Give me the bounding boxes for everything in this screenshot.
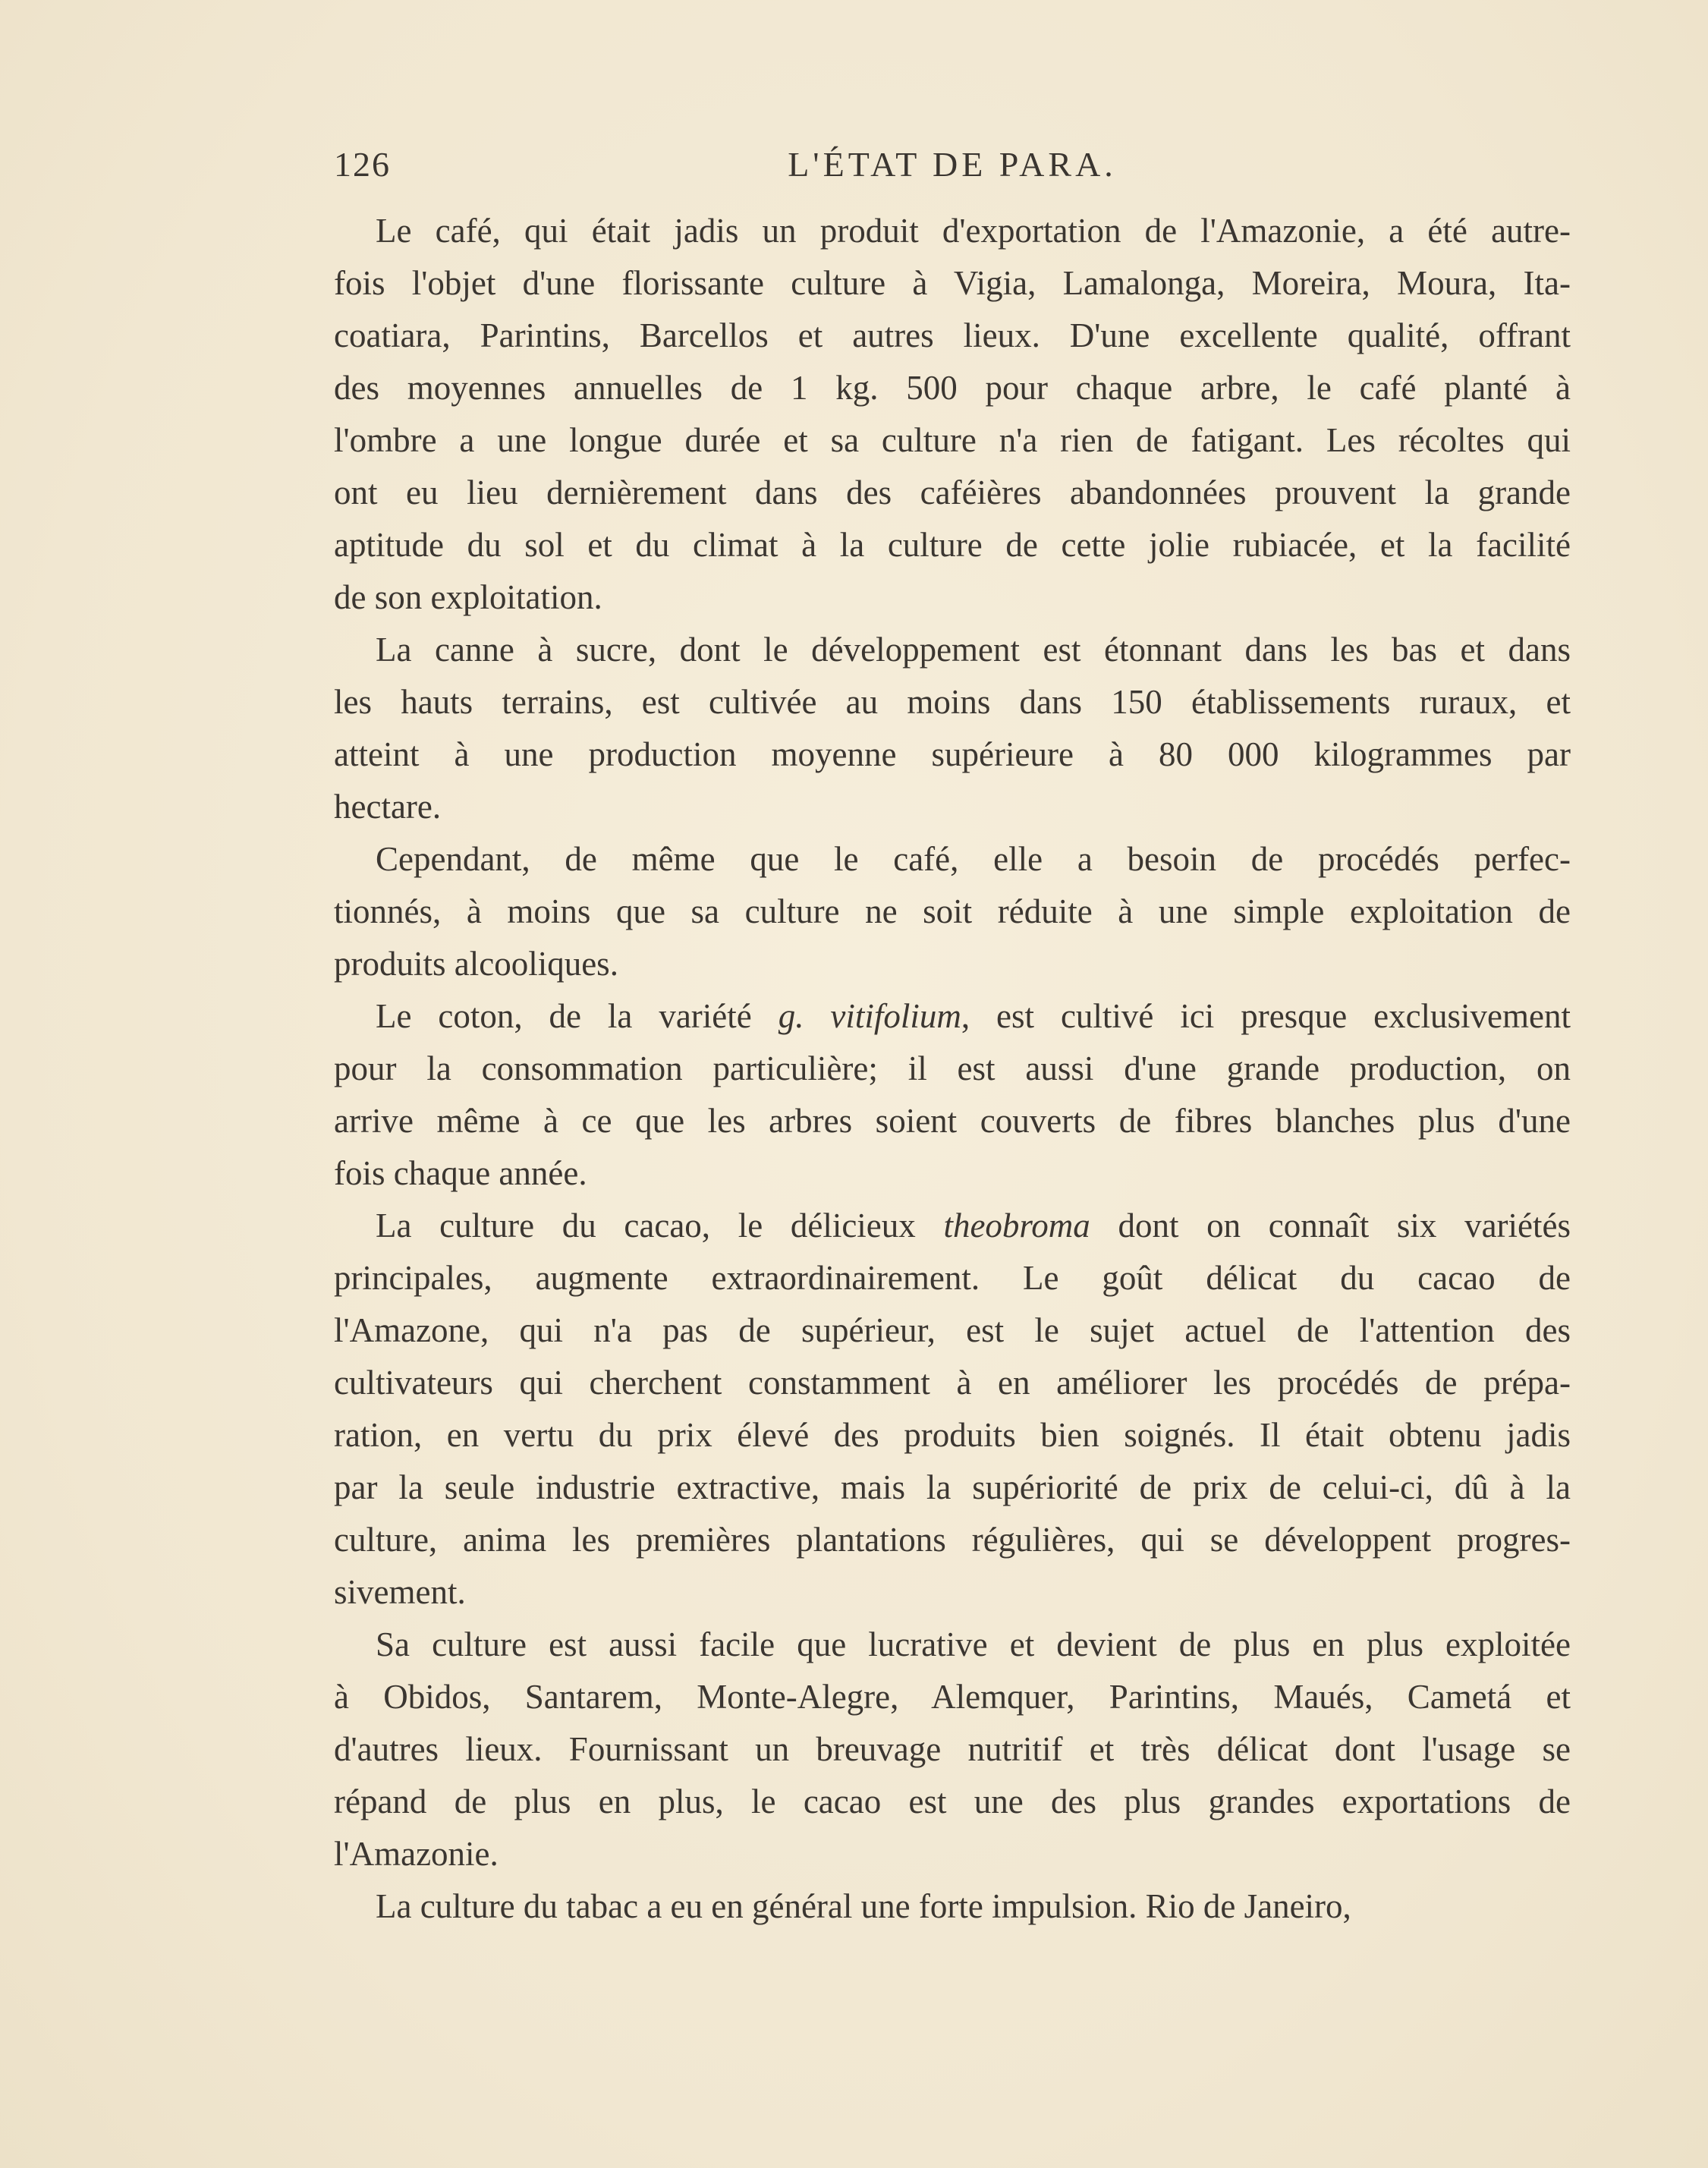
text-line: aptitude du sol et du climat à la culture de cette jolie rubiacée, et la facilité	[334, 526, 1571, 564]
paragraph-cacao	[334, 1200, 1571, 1619]
text-line: fois chaque année.	[334, 1154, 587, 1192]
text-line: produits alcooliques.	[334, 945, 618, 983]
text-line: La canne à sucre, dont le développement est étonnant dans les bas et dans	[376, 631, 1571, 669]
paragraph-cacao-regions	[334, 1619, 1571, 1880]
body-text	[334, 205, 1571, 1933]
paragraph-cane-processing	[334, 833, 1571, 990]
text-line: de son exploitation.	[334, 578, 602, 616]
text-line: des moyennes annuelles de 1 kg. 500 pour chaque arbre, le café planté à	[334, 369, 1571, 407]
text-line: fois l'objet d'une florissante culture à Vigia, Lamalonga, Moreira, Moura, Ita-	[334, 264, 1571, 302]
italic-genus-name: theobroma	[943, 1207, 1090, 1244]
text-line: atteint à une production moyenne supérieure à 80 000 kilogrammes par	[334, 735, 1571, 773]
text-line: culture, anima les premières plantations régulières, qui se développent progres-	[334, 1521, 1571, 1559]
paragraph-sugar-cane	[334, 624, 1571, 833]
text-line: à Obidos, Santarem, Monte-Alegre, Alemquer, Parintins, Maués, Cametá et	[334, 1678, 1571, 1716]
text-run: Le coton, de la variété	[376, 997, 752, 1035]
text-line: La culture du tabac a eu en général une forte impulsion. Rio de Janeiro,	[376, 1887, 1351, 1925]
paragraph-cotton	[334, 990, 1571, 1200]
text-line	[334, 990, 1571, 1043]
text-line: l'Amazone, qui n'a pas de supérieur, est le sujet actuel de l'attention des	[334, 1311, 1571, 1349]
text-line	[334, 1200, 1571, 1252]
running-title: L'ÉTAT DE PARA.	[788, 145, 1117, 184]
text-line: coatiara, Parintins, Barcellos et autres lieux. D'une excellente qualité, offrant	[334, 316, 1571, 354]
page-number: 126	[334, 145, 391, 184]
text-line: l'ombre a une longue durée et sa culture n'a rien de fatigant. Les récoltes qui	[334, 421, 1571, 459]
text-line: Le café, qui était jadis un produit d'exportation de l'Amazonie, a été autre-	[376, 212, 1571, 250]
text-run: , est cultivé ici presque exclusivement	[961, 997, 1571, 1035]
text-line: ration, en vertu du prix élevé des produits bien soignés. Il était obtenu jadis	[334, 1416, 1571, 1454]
text-line: ont eu lieu dernièrement dans des caféières abandonnées prouvent la grande	[334, 474, 1571, 511]
text-line: hectare.	[334, 788, 442, 826]
paragraph-coffee	[334, 205, 1571, 624]
text-line: arrive même à ce que les arbres soient couverts de fibres blanches plus d'une	[334, 1102, 1571, 1140]
text-line: par la seule industrie extractive, mais la supériorité de prix de celui-ci, dû à la	[334, 1468, 1571, 1506]
text-run: dont on connaît six variétés	[1118, 1207, 1571, 1244]
text-line: répand de plus en plus, le cacao est une des plus grandes exportations de	[334, 1783, 1571, 1820]
text-line: d'autres lieux. Fournissant un breuvage nutritif et très délicat dont l'usage se	[334, 1730, 1571, 1768]
text-line: principales, augmente extraordinairement. Le goût délicat du cacao de	[334, 1259, 1571, 1297]
text-run: La culture du cacao, le délicieux	[376, 1207, 916, 1244]
paragraph-tobacco	[334, 1880, 1571, 1933]
page-header	[334, 144, 1571, 197]
italic-species-name: g. vitifolium	[778, 997, 961, 1035]
text-line: Cependant, de même que le café, elle a besoin de procédés perfec-	[376, 840, 1571, 878]
text-line: l'Amazonie.	[334, 1835, 499, 1873]
text-line: tionnés, à moins que sa culture ne soit réduite à une simple exploitation de	[334, 892, 1571, 930]
text-line: sivement.	[334, 1573, 466, 1611]
text-line: Sa culture est aussi facile que lucrative et devient de plus en plus exploitée	[376, 1625, 1571, 1663]
text-line: les hauts terrains, est cultivée au moins dans 150 établissements ruraux, et	[334, 683, 1571, 721]
text-line: pour la consommation particulière; il est aussi d'une grande production, on	[334, 1049, 1571, 1087]
text-line: cultivateurs qui cherchent constamment à en améliorer les procédés de prépa-	[334, 1364, 1571, 1402]
